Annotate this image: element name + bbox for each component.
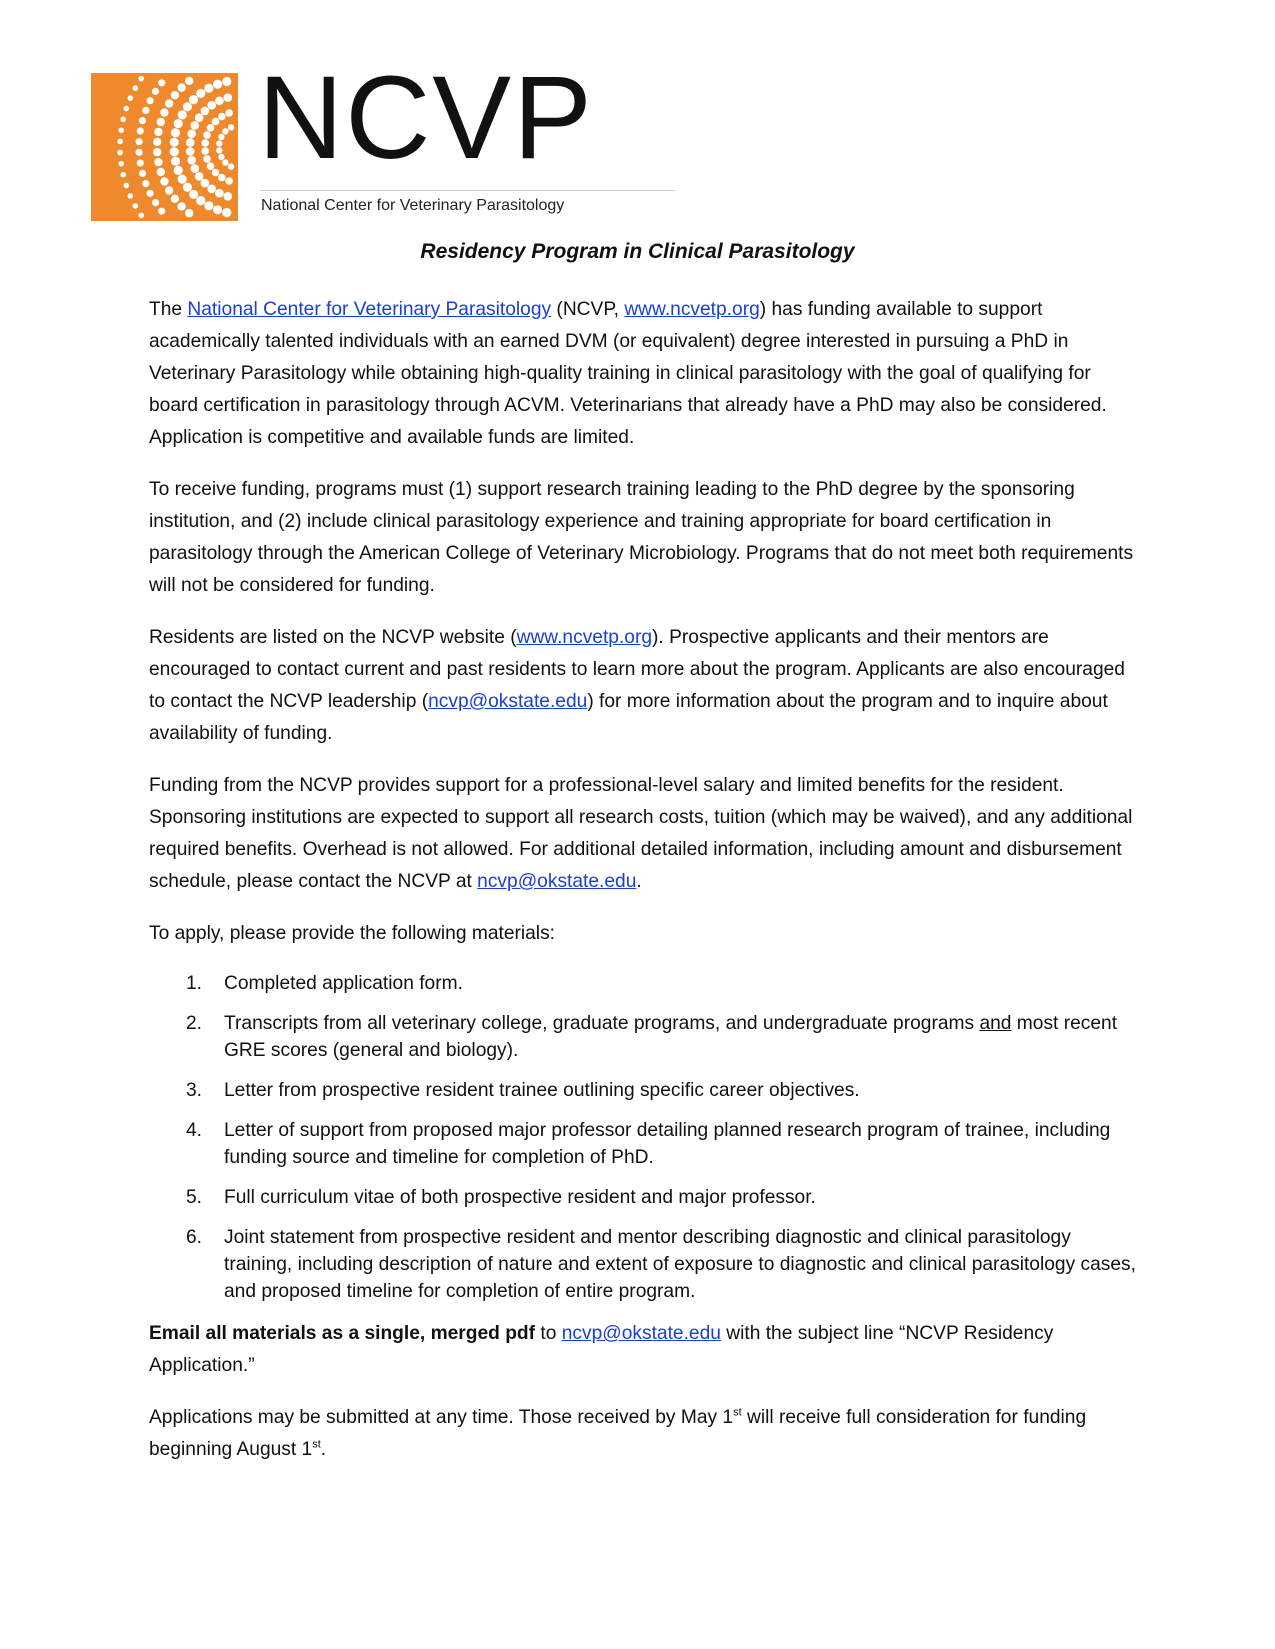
- logo-dot: [160, 177, 168, 185]
- document-title: Residency Program in Clinical Parasitology: [420, 240, 855, 263]
- deadline-superscript: st: [733, 1406, 742, 1419]
- logo-dot: [178, 175, 187, 184]
- logo-dot: [120, 117, 126, 123]
- list-item-text: Joint statement from prospective resident and mentor describing diagnostic and clinical parasitology training, including description of nature and extent of exposure to diagnostic and clinical parasitology cases, and proposed timeline for completion of entire program.: [224, 1227, 1136, 1302]
- logo-dot: [153, 148, 161, 156]
- logo-dot: [216, 147, 222, 153]
- logo-dot: [207, 101, 216, 110]
- logo-dot: [171, 91, 179, 99]
- logo-dot: [185, 77, 193, 85]
- logo-dot: [212, 118, 220, 126]
- logo-dot: [120, 172, 126, 178]
- deadline-text-start: Applications may be submitted at any time. Those received by May 1: [149, 1407, 734, 1428]
- logo-dot: [218, 113, 226, 121]
- logo-dot: [133, 203, 139, 209]
- logo-dot: [142, 107, 149, 114]
- logo-dot: [154, 128, 162, 136]
- logo-dot: [170, 138, 179, 147]
- logo-dot: [165, 99, 173, 107]
- logo-dot: [118, 128, 124, 134]
- logo-dot: [228, 124, 234, 130]
- logo-dot: [183, 102, 192, 111]
- logo-dot: [117, 150, 123, 156]
- logo-dot: [218, 154, 224, 160]
- logo-dot: [138, 213, 144, 219]
- logo-dot: [137, 159, 144, 166]
- logo-dot: [142, 180, 149, 187]
- intro-text-mid: (NCVP,: [551, 299, 625, 320]
- intro-paragraph: [149, 294, 1139, 454]
- list-item: [149, 1224, 1139, 1305]
- deadline-paragraph: [149, 1402, 1139, 1466]
- logo-dot: [222, 208, 231, 217]
- ncvp-name-link[interactable]: National Center for Veterinary Parasitology: [187, 299, 552, 320]
- logo-dot: [152, 199, 159, 206]
- logo-dot: [133, 85, 139, 91]
- logo-dot: [203, 155, 211, 163]
- logo-dot: [207, 124, 215, 132]
- logo-dot: [174, 119, 183, 128]
- logo-dot: [215, 97, 224, 106]
- logo-dot: [222, 159, 228, 165]
- logo-dot: [189, 95, 198, 104]
- logo-dot: [201, 147, 209, 155]
- logo-dot: [147, 190, 154, 197]
- logo-dot: [171, 195, 179, 203]
- logo-dot: [225, 177, 233, 185]
- logo-dot: [195, 172, 204, 181]
- document-body: [149, 294, 1139, 1486]
- logo-dot: [178, 110, 187, 119]
- logo-dot: [191, 121, 200, 130]
- leadership-email-link[interactable]: ncvp@okstate.edu: [428, 691, 588, 712]
- logo-dot: [213, 205, 222, 214]
- logo-dot: [128, 193, 134, 199]
- logo-dot: [196, 89, 205, 98]
- logo-dot: [215, 189, 224, 198]
- list-item: [149, 1117, 1139, 1171]
- logo-dot: [204, 201, 213, 210]
- logo-dot: [203, 131, 211, 139]
- list-item-text-after: most recent GRE scores (general and biology).: [224, 1013, 1118, 1061]
- list-item-text: Completed application form.: [224, 973, 463, 994]
- logo-dot: [189, 190, 198, 199]
- logo-dot: [187, 156, 196, 165]
- materials-list: [149, 970, 1139, 1305]
- list-item-text: Letter of support from proposed major professor detailing planned research program of trainee, including funding source and timeline for completion of PhD.: [224, 1120, 1111, 1168]
- list-item: [149, 970, 1139, 997]
- logo-divider: [260, 190, 675, 191]
- logo-dot: [124, 183, 130, 189]
- residents-text-mid: ). Prospective applicants and their mentors are encouraged to contact current and past residents to learn more about the program. Applicants are also encouraged to contact the NCVP leadership (: [149, 627, 1125, 712]
- list-item-text: Transcripts from all veterinary college, graduate programs, and undergraduate programs: [224, 1013, 980, 1034]
- residents-paragraph: [149, 622, 1139, 750]
- logo-dot: [157, 168, 165, 176]
- funding-support-end: .: [636, 871, 642, 892]
- logo-dot: [138, 76, 144, 82]
- list-item-number: 6.: [186, 1227, 203, 1248]
- ncvetp-website-link[interactable]: www.ncvetp.org: [624, 299, 760, 320]
- intro-text-start: The: [149, 299, 188, 320]
- logo-dot: [207, 162, 215, 170]
- logo-dot: [152, 88, 159, 95]
- underlined-word: and: [979, 1013, 1012, 1034]
- logo-dot: [204, 84, 213, 93]
- logo-dot: [136, 149, 143, 156]
- list-item: [149, 1184, 1139, 1211]
- logo-dot: [171, 128, 180, 137]
- deadline-text-mid: will receive full consideration for funding beginning August 1: [149, 1407, 1087, 1460]
- list-item-number: 5.: [186, 1187, 203, 1208]
- logo-dot: [225, 109, 233, 117]
- logo-dot: [160, 108, 168, 116]
- logo-dot: [224, 93, 233, 102]
- logo-dot: [222, 77, 231, 86]
- email-instructions-bold: Email all materials as a single, merged pdf: [149, 1323, 536, 1344]
- logo-dot: [201, 107, 210, 116]
- deadline-text-end: .: [320, 1439, 327, 1460]
- logo-dot: [157, 118, 165, 126]
- logo-dot: [218, 134, 224, 140]
- funding-support-text: Funding from the NCVP provides support for a professional-level salary and limited benefits for the resident. Sponsoring institutions are expected to support all research costs, tuition (which may be waived), and any additional required benefits. Overhead is not allowed. For additional detailed information, including amount and disbursement schedule, please contact the NCVP at: [149, 775, 1133, 892]
- logo-subtitle: National Center for Veterinary Parasitology: [261, 197, 565, 214]
- logo-dot: [196, 196, 205, 205]
- logo-dot: [128, 95, 134, 101]
- logo-dot: [158, 208, 165, 215]
- logo-dot: [136, 138, 143, 145]
- logo-dot: [139, 117, 146, 124]
- residents-text-start: Residents are listed on the NCVP website (: [149, 627, 517, 648]
- logo-dot: [201, 139, 209, 147]
- logo-dot: [183, 183, 192, 192]
- email-instructions: [149, 1318, 1139, 1382]
- logo-dot: [187, 130, 196, 139]
- logo-dot: [170, 147, 179, 156]
- logo-dot: [186, 138, 195, 147]
- list-item-text: Letter from prospective resident trainee outlining specific career objectives.: [224, 1080, 860, 1101]
- logo-dot: [147, 97, 154, 104]
- email-instructions-end: with the subject line “NCVP Residency Application.”: [149, 1323, 1054, 1376]
- logo-dot: [201, 179, 210, 188]
- logo-dot: [139, 170, 146, 177]
- logo-dot: [177, 202, 185, 210]
- list-item-number: 2.: [186, 1013, 203, 1034]
- logo-dot: [118, 161, 124, 167]
- list-item-number: 4.: [186, 1120, 203, 1141]
- logo-dot: [212, 169, 220, 177]
- logo-dot: [158, 79, 165, 86]
- logo-dot: [117, 139, 123, 145]
- logo-dot: [177, 83, 185, 91]
- funding-support-paragraph: [149, 770, 1139, 898]
- submission-email-link[interactable]: ncvp@okstate.edu: [561, 1323, 721, 1344]
- logo-dot: [165, 186, 173, 194]
- logo-dot: [207, 185, 216, 194]
- list-item: [149, 1077, 1139, 1104]
- contact-email-link[interactable]: ncvp@okstate.edu: [477, 871, 637, 892]
- ncvp-logo: [91, 52, 594, 221]
- deadline-superscript: st: [312, 1438, 321, 1451]
- logo-dot: [171, 157, 180, 166]
- logo-dot: [137, 127, 144, 134]
- logo-wordmark: NCVP: [258, 52, 594, 184]
- logo-dot: [222, 128, 228, 134]
- list-item-number: 3.: [186, 1080, 203, 1101]
- logo-dot: [195, 113, 204, 122]
- funding-requirements-paragraph: To receive funding, programs must (1) support research training leading to the PhD degree by the sponsoring institution, and (2) include clinical parasitology experience and training appropriate for board certification in parasitology through the American College of Veterinary Microbiology. Programs that do not meet both requirements will not be considered for funding.: [149, 479, 1134, 596]
- email-instructions-mid: to: [535, 1323, 562, 1344]
- apply-intro: To apply, please provide the following materials:: [149, 923, 555, 944]
- logo-dot: [124, 106, 130, 112]
- list-item-number: 1.: [186, 973, 203, 994]
- logo-dot: [185, 209, 193, 217]
- residents-website-link[interactable]: www.ncvetp.org: [516, 627, 653, 648]
- logo-dot: [216, 140, 222, 146]
- list-item: [149, 1010, 1139, 1064]
- logo-dot: [213, 80, 222, 89]
- logo-dot: [218, 174, 226, 182]
- logo-dot: [228, 163, 234, 169]
- intro-text-end: ) has funding available to support academically talented individuals with an earned DVM (or equivalent) degree interested in pursuing a PhD in Veterinary Parasitology while obtaining high-quality training in clinical parasitology with the goal of qualifying for board certification in parasitology through ACVM. Veterinarians that already have a PhD may also be considered. Application is competitive and available funds are limited.: [149, 299, 1107, 448]
- logo-dot: [154, 158, 162, 166]
- residents-text-end: ) for more information about the program and to inquire about availability of funding.: [149, 691, 1108, 744]
- logo-dot-pattern-icon: [91, 73, 238, 221]
- logo-dot: [153, 138, 161, 146]
- logo-dot: [191, 164, 200, 173]
- logo-dot: [224, 192, 233, 201]
- logo-dot: [174, 166, 183, 175]
- logo-dot: [186, 147, 195, 156]
- list-item-text: Full curriculum vitae of both prospective resident and major professor.: [224, 1187, 816, 1208]
